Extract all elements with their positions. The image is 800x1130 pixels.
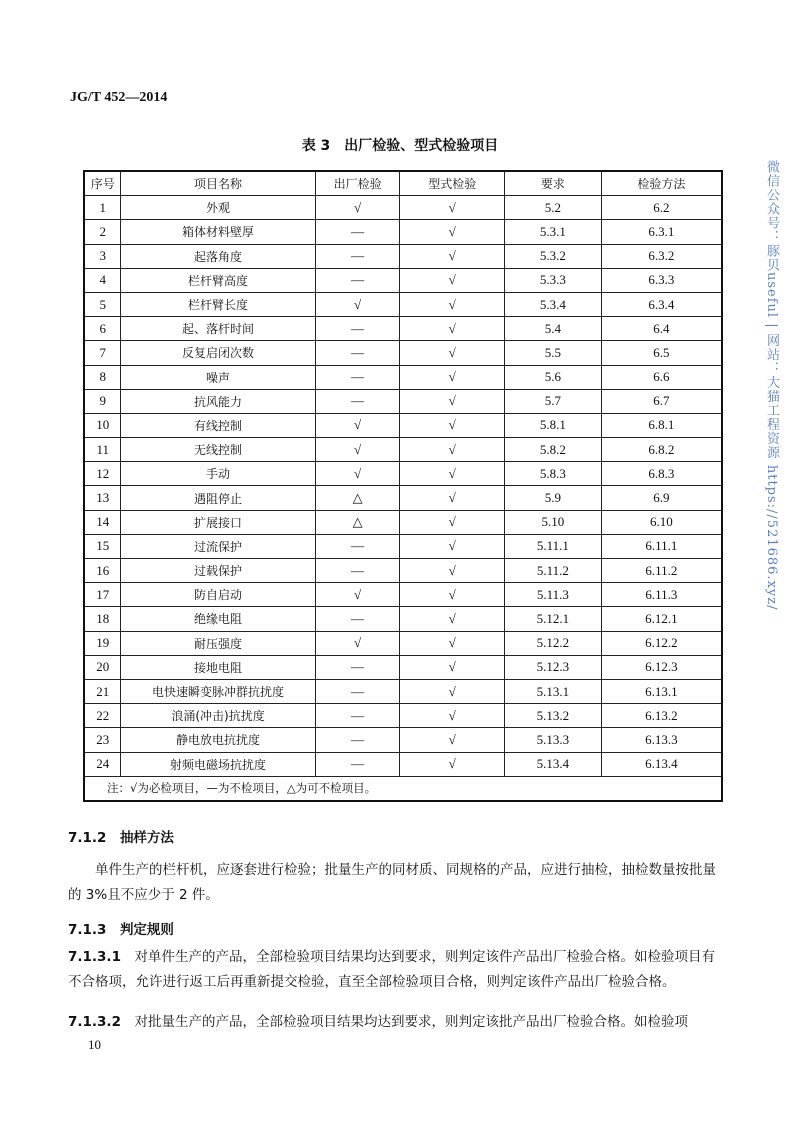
table-row bbox=[84, 510, 722, 534]
table-row bbox=[84, 679, 722, 703]
table-cell: 5.3.1 bbox=[505, 220, 602, 244]
table-cell: 22 bbox=[84, 704, 121, 728]
table-cell: 耐压强度 bbox=[121, 631, 315, 655]
table-cell: 栏杆臂长度 bbox=[121, 292, 315, 316]
table-cell: √ bbox=[400, 704, 505, 728]
table-cell: √ bbox=[400, 728, 505, 752]
table-cell: 绝缘电阻 bbox=[121, 607, 315, 631]
table-row bbox=[84, 196, 722, 220]
table-cell: 4 bbox=[84, 268, 121, 292]
table-cell: 6.3.3 bbox=[601, 268, 722, 292]
table-cell: 5 bbox=[84, 292, 121, 316]
table-cell: 6.3.2 bbox=[601, 244, 722, 268]
table-cell: 6.13.3 bbox=[601, 728, 722, 752]
table-row bbox=[84, 583, 722, 607]
table-row bbox=[84, 292, 722, 316]
table-cell: 9 bbox=[84, 389, 121, 413]
table-cell: √ bbox=[400, 486, 505, 510]
table-row bbox=[84, 413, 722, 437]
table-row bbox=[84, 462, 722, 486]
table-cell: √ bbox=[315, 438, 400, 462]
table-cell: — bbox=[315, 559, 400, 583]
table-cell: 6.6 bbox=[601, 365, 722, 389]
table-cell: √ bbox=[400, 196, 505, 220]
table-row bbox=[84, 559, 722, 583]
table-cell: 5.5 bbox=[505, 341, 602, 365]
table-cell: 5.7 bbox=[505, 389, 602, 413]
table-cell: 6.9 bbox=[601, 486, 722, 510]
table-cell: √ bbox=[400, 341, 505, 365]
table-cell: — bbox=[315, 389, 400, 413]
table-cell: 6.8.2 bbox=[601, 438, 722, 462]
table-cell: — bbox=[315, 704, 400, 728]
table-cell: 起落角度 bbox=[121, 244, 315, 268]
table-cell: 5.12.3 bbox=[505, 655, 602, 679]
section-7-1-2-heading: 7.1.2 抽样方法 bbox=[68, 830, 174, 846]
table-cell: √ bbox=[400, 292, 505, 316]
table-cell: 遇阻停止 bbox=[121, 486, 315, 510]
table-cell: — bbox=[315, 317, 400, 341]
page-number: 10 bbox=[88, 1037, 101, 1052]
table-cell: √ bbox=[400, 220, 505, 244]
standard-code: JG/T 452—2014 bbox=[70, 90, 168, 105]
table-cell: 5.8.3 bbox=[505, 462, 602, 486]
table-cell: √ bbox=[315, 413, 400, 437]
table-cell: √ bbox=[400, 534, 505, 558]
table-cell: 14 bbox=[84, 510, 121, 534]
table-cell: 23 bbox=[84, 728, 121, 752]
table-row bbox=[84, 220, 722, 244]
column-header: 序号 bbox=[84, 171, 121, 196]
table-cell: √ bbox=[400, 317, 505, 341]
table-row bbox=[84, 317, 722, 341]
table-cell: √ bbox=[400, 655, 505, 679]
table-cell: 5.13.2 bbox=[505, 704, 602, 728]
table-row bbox=[84, 534, 722, 558]
column-header: 要求 bbox=[505, 171, 602, 196]
table-cell: √ bbox=[400, 583, 505, 607]
table-cell: — bbox=[315, 365, 400, 389]
table-cell: 起、落杆时间 bbox=[121, 317, 315, 341]
table-row bbox=[84, 655, 722, 679]
table-cell: 5.12.1 bbox=[505, 607, 602, 631]
table-cell: √ bbox=[400, 559, 505, 583]
table-cell: 6.11.1 bbox=[601, 534, 722, 558]
table-cell: 5.9 bbox=[505, 486, 602, 510]
table-note: 注：√为必检项目，—为不检项目，△为可不检项目。 bbox=[84, 776, 722, 801]
table-cell: 5.6 bbox=[505, 365, 602, 389]
table-cell: 11 bbox=[84, 438, 121, 462]
table-row bbox=[84, 389, 722, 413]
table-cell: 6.5 bbox=[601, 341, 722, 365]
table-cell: 5.11.1 bbox=[505, 534, 602, 558]
section-7-1-3-heading: 7.1.3 判定规则 bbox=[68, 922, 174, 938]
table-cell: 抗风能力 bbox=[121, 389, 315, 413]
table-cell: 5.3.2 bbox=[505, 244, 602, 268]
table-cell: 24 bbox=[84, 752, 121, 776]
table-cell: 电快速瞬变脉冲群抗扰度 bbox=[121, 679, 315, 703]
table-cell: — bbox=[315, 220, 400, 244]
table-cell: 5.8.2 bbox=[505, 438, 602, 462]
table-row bbox=[84, 607, 722, 631]
table-cell: √ bbox=[400, 438, 505, 462]
table-cell: 17 bbox=[84, 583, 121, 607]
table-cell: 2 bbox=[84, 220, 121, 244]
table-cell: 有线控制 bbox=[121, 413, 315, 437]
table-cell: △ bbox=[315, 486, 400, 510]
table-cell: 5.11.2 bbox=[505, 559, 602, 583]
table-cell: 无线控制 bbox=[121, 438, 315, 462]
table-cell: √ bbox=[400, 679, 505, 703]
table-title: 表 3 出厂检验、型式检验项目 bbox=[301, 138, 499, 154]
table-cell: 反复启闭次数 bbox=[121, 341, 315, 365]
table-cell: — bbox=[315, 679, 400, 703]
table-cell: 6.11.2 bbox=[601, 559, 722, 583]
table-cell: 6.3.1 bbox=[601, 220, 722, 244]
table-cell: 手动 bbox=[121, 462, 315, 486]
column-header: 检验方法 bbox=[601, 171, 722, 196]
table-cell: 5.13.3 bbox=[505, 728, 602, 752]
table-cell: 6.8.1 bbox=[601, 413, 722, 437]
table-cell: 18 bbox=[84, 607, 121, 631]
table-cell: 13 bbox=[84, 486, 121, 510]
table-cell: 射频电磁场抗扰度 bbox=[121, 752, 315, 776]
column-header: 型式检验 bbox=[400, 171, 505, 196]
table-cell: 箱体材料壁厚 bbox=[121, 220, 315, 244]
section-7-1-3-2-text: 7.1.3.2 对批量生产的产品，全部检验项目结果均达到要求，则判定该批产品出厂检验合格。如检验项 bbox=[68, 1014, 688, 1030]
table-cell: 6.12.3 bbox=[601, 655, 722, 679]
table-cell: — bbox=[315, 268, 400, 292]
table-cell: √ bbox=[400, 510, 505, 534]
table-cell: 防自启动 bbox=[121, 583, 315, 607]
table-cell: 5.3.3 bbox=[505, 268, 602, 292]
table-cell: △ bbox=[315, 510, 400, 534]
table-cell: 20 bbox=[84, 655, 121, 679]
table-cell: — bbox=[315, 534, 400, 558]
table-cell: 5.10 bbox=[505, 510, 602, 534]
table-row bbox=[84, 365, 722, 389]
table-cell: 19 bbox=[84, 631, 121, 655]
table-cell: √ bbox=[400, 607, 505, 631]
table-row bbox=[84, 752, 722, 776]
table-cell: 8 bbox=[84, 365, 121, 389]
section-7-1-2-text: 单件生产的栏杆机，应逐套进行检验；批量生产的同材质、同规格的产品，应进行抽检，抽检数量按批量的 3%且不应少于 2 件。 bbox=[68, 862, 716, 903]
table-row bbox=[84, 486, 722, 510]
table-row bbox=[84, 704, 722, 728]
table-row bbox=[84, 631, 722, 655]
table-cell: — bbox=[315, 655, 400, 679]
table-cell: 5.2 bbox=[505, 196, 602, 220]
table-cell: 3 bbox=[84, 244, 121, 268]
table-cell: 过流保护 bbox=[121, 534, 315, 558]
table-cell: 6.4 bbox=[601, 317, 722, 341]
table-header-row bbox=[84, 171, 722, 196]
table-cell: 6.7 bbox=[601, 389, 722, 413]
table-cell: 扩展接口 bbox=[121, 510, 315, 534]
table-cell: — bbox=[315, 752, 400, 776]
table-row bbox=[84, 438, 722, 462]
table-cell: √ bbox=[315, 196, 400, 220]
table-cell: 5.8.1 bbox=[505, 413, 602, 437]
table-cell: √ bbox=[400, 389, 505, 413]
table-cell: — bbox=[315, 728, 400, 752]
column-header: 项目名称 bbox=[121, 171, 315, 196]
table-cell: 6.13.1 bbox=[601, 679, 722, 703]
table-row bbox=[84, 341, 722, 365]
table-cell: 6.13.2 bbox=[601, 704, 722, 728]
table-cell: 15 bbox=[84, 534, 121, 558]
table-cell: √ bbox=[400, 268, 505, 292]
table-cell: 12 bbox=[84, 462, 121, 486]
table-cell: √ bbox=[315, 292, 400, 316]
table-cell: 16 bbox=[84, 559, 121, 583]
table-cell: 21 bbox=[84, 679, 121, 703]
table-cell: — bbox=[315, 244, 400, 268]
table-cell: — bbox=[315, 341, 400, 365]
table-cell: 5.12.2 bbox=[505, 631, 602, 655]
table-cell: √ bbox=[400, 413, 505, 437]
table-cell: 6.3.4 bbox=[601, 292, 722, 316]
table-cell: 6.13.4 bbox=[601, 752, 722, 776]
table-cell: 6.11.3 bbox=[601, 583, 722, 607]
table-cell: 浪涌(冲击)抗扰度 bbox=[121, 704, 315, 728]
table-cell: 6.2 bbox=[601, 196, 722, 220]
table-cell: 5.3.4 bbox=[505, 292, 602, 316]
table-cell: 静电放电抗扰度 bbox=[121, 728, 315, 752]
table-cell: 噪声 bbox=[121, 365, 315, 389]
table-cell: 10 bbox=[84, 413, 121, 437]
table-cell: √ bbox=[400, 752, 505, 776]
watermark: 微信公众号：豚贝useful | 网站：大猫工程资源 https://521686.xyz/ bbox=[764, 160, 779, 611]
table-cell: √ bbox=[315, 583, 400, 607]
table-cell: 6 bbox=[84, 317, 121, 341]
inspection-table bbox=[83, 170, 723, 802]
table-cell: 5.13.4 bbox=[505, 752, 602, 776]
table-cell: — bbox=[315, 607, 400, 631]
table-cell: 6.12.1 bbox=[601, 607, 722, 631]
table-cell: 接地电阻 bbox=[121, 655, 315, 679]
table-cell: 1 bbox=[84, 196, 121, 220]
table-cell: 7 bbox=[84, 341, 121, 365]
table-cell: √ bbox=[400, 365, 505, 389]
table-cell: 6.10 bbox=[601, 510, 722, 534]
table-cell: 外观 bbox=[121, 196, 315, 220]
table-cell: 6.8.3 bbox=[601, 462, 722, 486]
table-cell: √ bbox=[400, 462, 505, 486]
table-cell: 5.11.3 bbox=[505, 583, 602, 607]
table-cell: 栏杆臂高度 bbox=[121, 268, 315, 292]
column-header: 出厂检验 bbox=[315, 171, 400, 196]
table-cell: 6.12.2 bbox=[601, 631, 722, 655]
table-note-row bbox=[84, 776, 722, 801]
table-cell: √ bbox=[400, 244, 505, 268]
table-row bbox=[84, 268, 722, 292]
table-row bbox=[84, 728, 722, 752]
table-cell: √ bbox=[400, 631, 505, 655]
table-cell: 5.13.1 bbox=[505, 679, 602, 703]
table-row bbox=[84, 244, 722, 268]
table-cell: 过载保护 bbox=[121, 559, 315, 583]
table-cell: √ bbox=[315, 462, 400, 486]
table-cell: √ bbox=[315, 631, 400, 655]
table-cell: 5.4 bbox=[505, 317, 602, 341]
section-7-1-3-1-text: 7.1.3.1 对单件生产的产品，全部检验项目结果均达到要求，则判定该件产品出厂检验合格。如检验项目有不合格项，允许进行返工后再重新提交检验，直至全部检验项目合格，则判定该件产品出厂检验合格。 bbox=[68, 949, 715, 990]
